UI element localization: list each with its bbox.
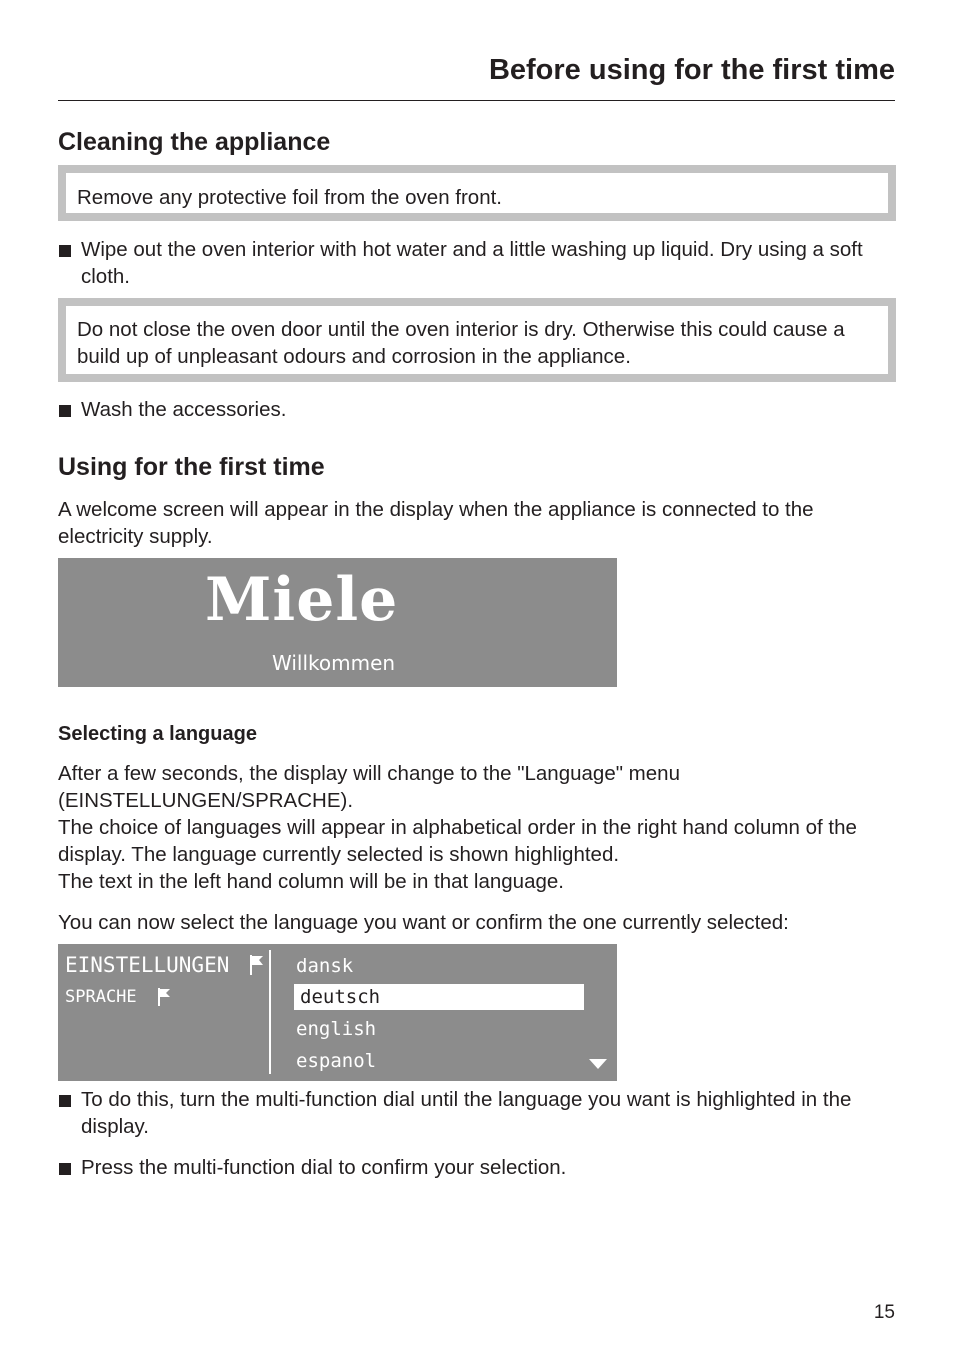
- bullet-square-icon: [59, 405, 71, 417]
- display-submenu-title: SPRACHE: [65, 987, 137, 1007]
- language-option-deutsch-selected[interactable]: deutsch: [294, 984, 584, 1010]
- bullet-item-turn-dial: [58, 1086, 896, 1140]
- section-heading-cleaning: Cleaning the appliance: [58, 128, 331, 156]
- header-divider: [58, 100, 895, 101]
- section-heading-first-use: Using for the first time: [58, 453, 325, 481]
- bullet-square-icon: [59, 1163, 71, 1175]
- display-column-divider: [269, 950, 271, 1074]
- subsection-heading-language: Selecting a language: [58, 723, 257, 745]
- bullet-item-press-dial: [58, 1154, 896, 1181]
- page-number: 15: [873, 1302, 895, 1323]
- miele-logo: Miele: [205, 565, 399, 635]
- bullet-item-wipe-interior: [58, 236, 896, 290]
- display-menu-title: EINSTELLUNGEN: [65, 953, 230, 977]
- language-option-dansk[interactable]: dansk: [296, 955, 354, 977]
- bullet-text: Press the multi-function dial to confirm your selection.: [81, 1156, 567, 1179]
- bullet-text: Wipe out the oven interior with hot water and a little washing up liquid. Dry using a soft cloth.: [81, 238, 863, 288]
- bullet-text: To do this, turn the multi-function dial until the language you want is highlighted in the display.: [81, 1088, 852, 1138]
- note-box-protective-foil: [58, 165, 896, 221]
- language-paragraph-2: The choice of languages will appear in alphabetical order in the right hand column of the display. The language currently selected is shown highlighted.: [58, 816, 857, 866]
- language-instruction: You can now select the language you want or confirm the one currently selected:: [58, 911, 789, 934]
- first-use-intro: A welcome screen will appear in the display when the appliance is connected to the electricity supply.: [58, 498, 814, 548]
- note-text: Do not close the oven door until the oven interior is dry. Otherwise this could cause a build up of unpleasant odours and corrosion in the appliance.: [77, 318, 845, 368]
- bullet-text: Wash the accessories.: [81, 398, 287, 421]
- language-option-espanol[interactable]: espanol: [296, 1050, 377, 1072]
- flag-icon: [250, 955, 264, 975]
- page-header-title: Before using for the first time: [488, 54, 895, 86]
- flag-icon: [158, 988, 171, 1006]
- note-box-door-warning: [58, 298, 896, 382]
- language-option-english[interactable]: english: [296, 1018, 377, 1040]
- language-paragraph-3: The text in the left hand column will be in that language.: [58, 870, 564, 893]
- scroll-down-arrow-icon[interactable]: [589, 1057, 607, 1068]
- bullet-item-wash-accessories: [58, 396, 896, 423]
- welcome-message: Willkommen: [272, 651, 396, 675]
- bullet-square-icon: [59, 245, 71, 257]
- note-text: Remove any protective foil from the oven front.: [77, 186, 503, 209]
- language-paragraph-1: After a few seconds, the display will change to the "Language" menu (EINSTELLUNGEN/SPRACHE).: [58, 762, 680, 812]
- bullet-square-icon: [59, 1095, 71, 1107]
